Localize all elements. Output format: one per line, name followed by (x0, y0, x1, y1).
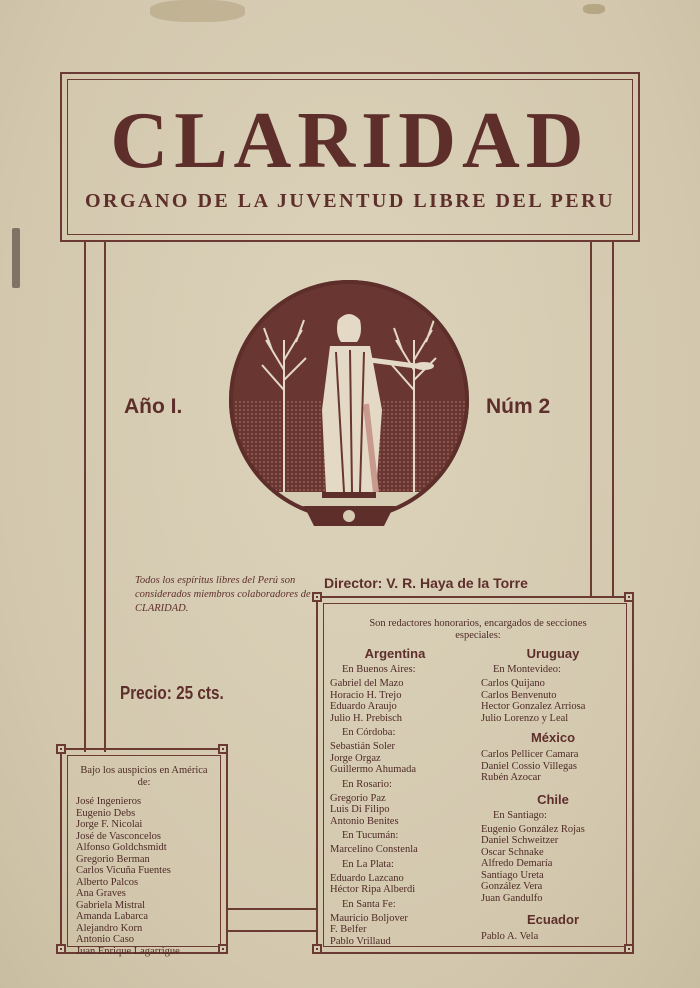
person-name: Eugenio Debs (76, 807, 136, 819)
column-rule-left (84, 242, 86, 752)
person-name: Eduardo Lazcano (330, 872, 404, 884)
issue-number: Núm 2 (486, 395, 551, 418)
corner-ornament (624, 592, 634, 602)
person-name: Hector Gonzalez Arriosa (481, 701, 586, 712)
person-name: Jorge F. Nicolai (76, 819, 143, 830)
person-name: Gabriela Mistral (76, 899, 146, 911)
corner-ornament (312, 592, 322, 602)
person-name: Juan Enrique Lagarrigue (76, 945, 180, 957)
person-name: Alberto Palcos (76, 876, 139, 888)
city-names (330, 844, 480, 856)
director-line: Director: V. R. Haya de la Torre (324, 575, 528, 591)
price-label: Precio: 25 cts. (120, 683, 224, 703)
person-name: Jorge Orgaz (330, 752, 381, 764)
person-name: Horacio H. Trejo (330, 689, 402, 701)
corner-ornament (56, 744, 66, 754)
country-heading-uruguay: Uruguay (526, 646, 580, 661)
medallion-illustration (226, 280, 472, 536)
right-editors-column (481, 646, 625, 943)
corner-ornament (624, 944, 634, 954)
connector-rule (228, 908, 316, 910)
person-name: Amanda Labarca (76, 911, 148, 922)
person-name: Luis Di Filipo (330, 804, 390, 815)
person-name: Pablo A. Vela (481, 931, 539, 942)
motto-text: Todos los espíritus libres del Perú son considerados miembros colaboradores de CLARIDAD. (135, 575, 311, 614)
paper-stain (583, 4, 605, 14)
country-heading-argentina: Argentina (364, 646, 426, 661)
ecuador-names (481, 931, 625, 943)
person-name: F. Belfer (330, 924, 367, 935)
city-label: En La Plata: (342, 858, 394, 870)
person-name: González Vera (481, 881, 543, 892)
paper-stain (150, 0, 245, 22)
person-name: Rubén Azocar (481, 772, 541, 783)
person-name: Alejandro Korn (76, 922, 143, 934)
country-heading-mexico: México (530, 730, 576, 745)
corner-ornament (218, 744, 228, 754)
person-name: Antonio Benites (330, 815, 399, 827)
auspices-heading: Bajo los auspicios en América de: (80, 765, 208, 788)
person-name: Marcelino Constenla (330, 844, 418, 855)
column-rule-left (104, 242, 106, 752)
city-names (330, 873, 480, 896)
staple-mark (12, 228, 20, 288)
person-name: Antonio Caso (76, 934, 135, 945)
person-name: Alfonso Goldchsmidt (76, 842, 167, 853)
issue-year: Año I. (124, 395, 183, 418)
person-name: Gabriel del Mazo (330, 678, 404, 689)
person-name: Alfredo Demaría (481, 858, 553, 869)
connector-rule (228, 930, 316, 932)
magazine-subtitle: ORGANO DE LA JUVENTUD LIBRE DEL PERU (84, 190, 616, 212)
person-name: Pablo Vrillaud (330, 935, 391, 947)
city-label: En Córdoba: (342, 727, 396, 738)
person-name: Daniel Cossio Villegas (481, 760, 578, 772)
person-name: Carlos Quijano (481, 678, 545, 689)
person-name: José de Vasconcelos (76, 830, 161, 842)
corner-ornament (56, 944, 66, 954)
city-label: En Santa Fe: (342, 898, 396, 910)
mexico-names (481, 749, 625, 784)
column-rule-right (590, 242, 592, 597)
person-name: José Ingenieros (76, 796, 142, 807)
city-names (330, 913, 480, 948)
person-name: Oscar Schnake (481, 846, 544, 858)
person-name: Guillermo Ahumada (330, 764, 417, 775)
person-name: Sebastián Soler (330, 741, 396, 752)
person-name: Julio H. Prebisch (330, 712, 403, 724)
person-name: Héctor Ripa Alberdi (330, 884, 416, 895)
magazine-title: CLARIDAD (110, 97, 590, 185)
city-names (330, 741, 480, 776)
person-name: Ana Graves (76, 888, 126, 899)
uruguay-names (481, 678, 625, 724)
city-label: En Tucumán: (342, 830, 399, 841)
person-name: Juan Gandulfo (481, 892, 543, 904)
chile-names (481, 824, 625, 905)
column-rule-right (612, 242, 614, 597)
person-name: Mauricio Boljover (330, 912, 408, 924)
country-heading-ecuador: Ecuador (526, 912, 579, 927)
city-names (330, 793, 480, 828)
person-name: Santiago Ureta (481, 869, 544, 881)
person-name: Gregorio Berman (76, 853, 150, 865)
city-label: En Buenos Aires: (342, 664, 416, 675)
argentina-section (330, 646, 480, 947)
argentina-groups (330, 664, 480, 947)
city-names (330, 678, 480, 724)
corner-ornament (312, 944, 322, 954)
city-label: En Rosario: (342, 778, 392, 790)
editors-intro: Son redactores honorarios, encargados de secciones especiales: (369, 618, 587, 641)
corner-ornament (218, 944, 228, 954)
person-name: Julio Lorenzo y Leal (481, 712, 569, 724)
person-name: Daniel Schweitzer (481, 835, 559, 846)
city-montevideo: En Montevideo: (493, 664, 561, 675)
country-heading-chile: Chile (537, 791, 569, 807)
person-name: Eduardo Araujo (330, 701, 397, 712)
person-name: Carlos Benvenuto (481, 689, 557, 701)
person-name: Gregorio Paz (330, 792, 386, 804)
person-name: Carlos Pellicer Camara (481, 749, 579, 760)
person-name: Eugenio González Rojas (481, 823, 585, 835)
city-santiago: En Santiago: (493, 809, 547, 821)
person-name: Carlos Vicuña Fuentes (76, 865, 171, 876)
auspices-list (76, 796, 180, 957)
